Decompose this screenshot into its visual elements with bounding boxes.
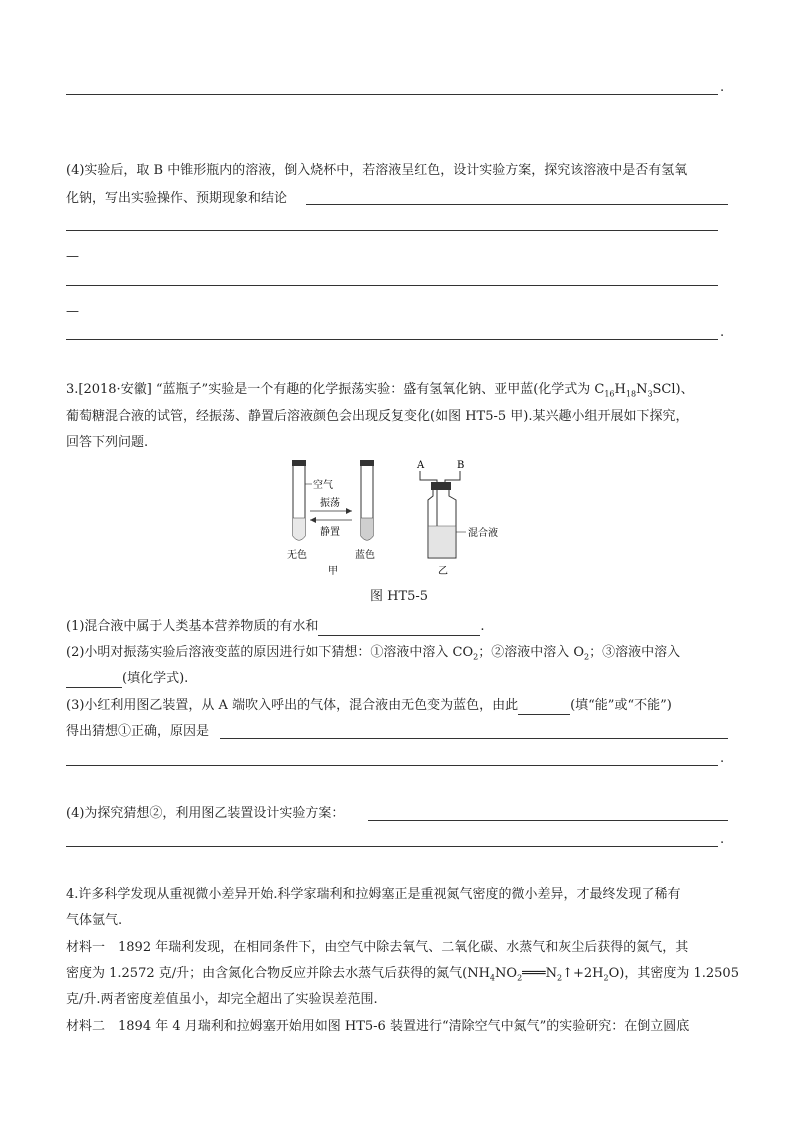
line-end-dot: . (480, 619, 485, 634)
q3-part2-text: ；②溶液中溶入 O (478, 645, 585, 660)
q4-line1: 4.许多科学发现从重视微小差异开始.科学家瑞利和拉姆塞正是重视氮气密度的微小差异，才最终发现了稀有 (66, 887, 681, 902)
q3-part3-hint: (填“能”或“不能”) (570, 698, 672, 713)
q3-intro-line1 (66, 381, 694, 404)
figure-caption: 图 HT5-5 (370, 589, 429, 604)
q2-part4-line1: (4)实验后，取 B 中锥形瓶内的溶液，倒入烧杯中，若溶液呈红色，设计实验方案，探究该溶液中是否有氢氧 (66, 163, 688, 178)
q4-material1-text: 密度为 1.2572 克/升；由含氮化合物反应并除去水蒸气后获得的氮气(NH (66, 966, 490, 981)
answer-line[interactable] (306, 204, 728, 205)
q3-part2-line2 (66, 670, 188, 688)
formula-subscript: 2 (557, 973, 563, 983)
formula-element: NO (495, 966, 518, 981)
answer-line[interactable] (66, 846, 718, 847)
q3-part1-text: (1)混合液中属于人类基本营养物质的有水和 (66, 619, 319, 634)
formula-subscript: 4 (489, 973, 496, 983)
test-tube-colorless (292, 460, 306, 540)
q3-part2-line1 (66, 644, 680, 667)
formula-subscript: 18 (625, 389, 637, 399)
gas-washing-bottle (416, 460, 498, 558)
dash-mark: — (66, 249, 79, 264)
label-colorless: 无色 (287, 550, 307, 561)
answer-line[interactable] (66, 94, 718, 95)
q4-material1-line2 (66, 965, 739, 988)
line-end-dot: . (720, 325, 725, 340)
label-shake: 振荡 (320, 498, 340, 509)
formula-tail: SCl)、 (652, 382, 694, 397)
dash-mark: — (66, 304, 79, 319)
q3-part3-line2: 得出猜想①正确，原因是 (66, 724, 210, 739)
label-a: A (417, 460, 425, 471)
formula-equals: ═══N (522, 966, 558, 981)
answer-line[interactable] (66, 339, 718, 340)
label-jia: 甲 (328, 566, 338, 577)
q4-material1-text: O)，其密度为 1.2505 (608, 966, 739, 981)
q3-intro-text: 3.[2018·安徽] “蓝瓶子”实验是一个有趣的化学振荡实验：盛有氢氧化钠、亚甲蓝(化学式为 C (66, 382, 605, 397)
formula-subscript: 16 (604, 389, 615, 399)
q3-part2-text: ；③溶液中溶入 (589, 645, 681, 660)
formula-subscript: 2 (473, 652, 479, 662)
q3-part3-text: (3)小红利用图乙装置，从 A 端吹入呼出的气体，混合液由无色变为蓝色，由此 (66, 698, 519, 713)
answer-line[interactable] (368, 820, 728, 821)
line-end-dot: . (720, 832, 725, 847)
q3-intro-line3: 回答下列问题. (66, 435, 149, 450)
line-end-dot: . (720, 751, 725, 766)
q2-part4-line2 (66, 190, 287, 208)
formula-element: H (614, 382, 626, 397)
experiment-figure (280, 458, 520, 578)
label-b: B (457, 460, 465, 471)
answer-line[interactable] (66, 285, 718, 286)
formula-subscript: 3 (647, 389, 653, 399)
formula-element: ↑+2H (562, 966, 604, 981)
line-end-dot: . (720, 80, 725, 95)
label-air: 空气 (313, 480, 333, 491)
label-stand: 静置 (320, 527, 340, 538)
q3-part4: (4)为探究猜想②，利用图乙装置设计实验方案： (66, 806, 345, 821)
formula-element: N (636, 382, 648, 397)
test-tube-blue (360, 460, 374, 540)
q4-line2: 气体氩气. (66, 913, 123, 928)
answer-blank[interactable] (318, 621, 480, 636)
q3-intro-line2: 葡萄糖混合液的试管，经振荡、静置后溶液颜色会出现反复变化(如图 HT5-5 甲).某兴趣小组开展如下探究， (66, 409, 689, 424)
q3-part1 (66, 618, 485, 636)
label-blue: 蓝色 (355, 550, 375, 561)
label-mixture: 混合液 (468, 528, 498, 539)
formula-subscript: 2 (517, 973, 523, 983)
q3-part2-fill-hint: (填化学式). (122, 671, 189, 686)
q3-part2-text: (2)小明对振荡实验后溶液变蓝的原因进行如下猜想：①溶液中溶入 CO (66, 645, 474, 660)
answer-line[interactable] (66, 230, 718, 231)
label-yi: 乙 (438, 566, 448, 577)
q2-part4-prompt: 化钠，写出实验操作、预期现象和结论 (66, 191, 288, 206)
q4-material1-line1: 材料一 1892 年瑞利发现，在相同条件下，由空气中除去氧气、二氧化碳、水蒸气和灰尘后获得的氮气，其 (66, 940, 689, 955)
q4-material2-line1: 材料二 1894 年 4 月瑞利和拉姆塞开始用如图 HT5-6 装置进行“清除空气中氮气”的实验研究：在倒立圆底 (66, 1019, 690, 1034)
formula-subscript: 2 (603, 973, 609, 983)
formula-subscript: 2 (584, 652, 590, 662)
q4-material1-line3: 克/升.两者密度差值虽小，却完全超出了实验误差范围. (66, 992, 378, 1007)
answer-line[interactable] (66, 765, 718, 766)
answer-blank[interactable] (518, 700, 570, 715)
answer-line[interactable] (220, 738, 728, 739)
q3-part3-line1 (66, 697, 672, 715)
answer-blank[interactable] (66, 673, 122, 688)
